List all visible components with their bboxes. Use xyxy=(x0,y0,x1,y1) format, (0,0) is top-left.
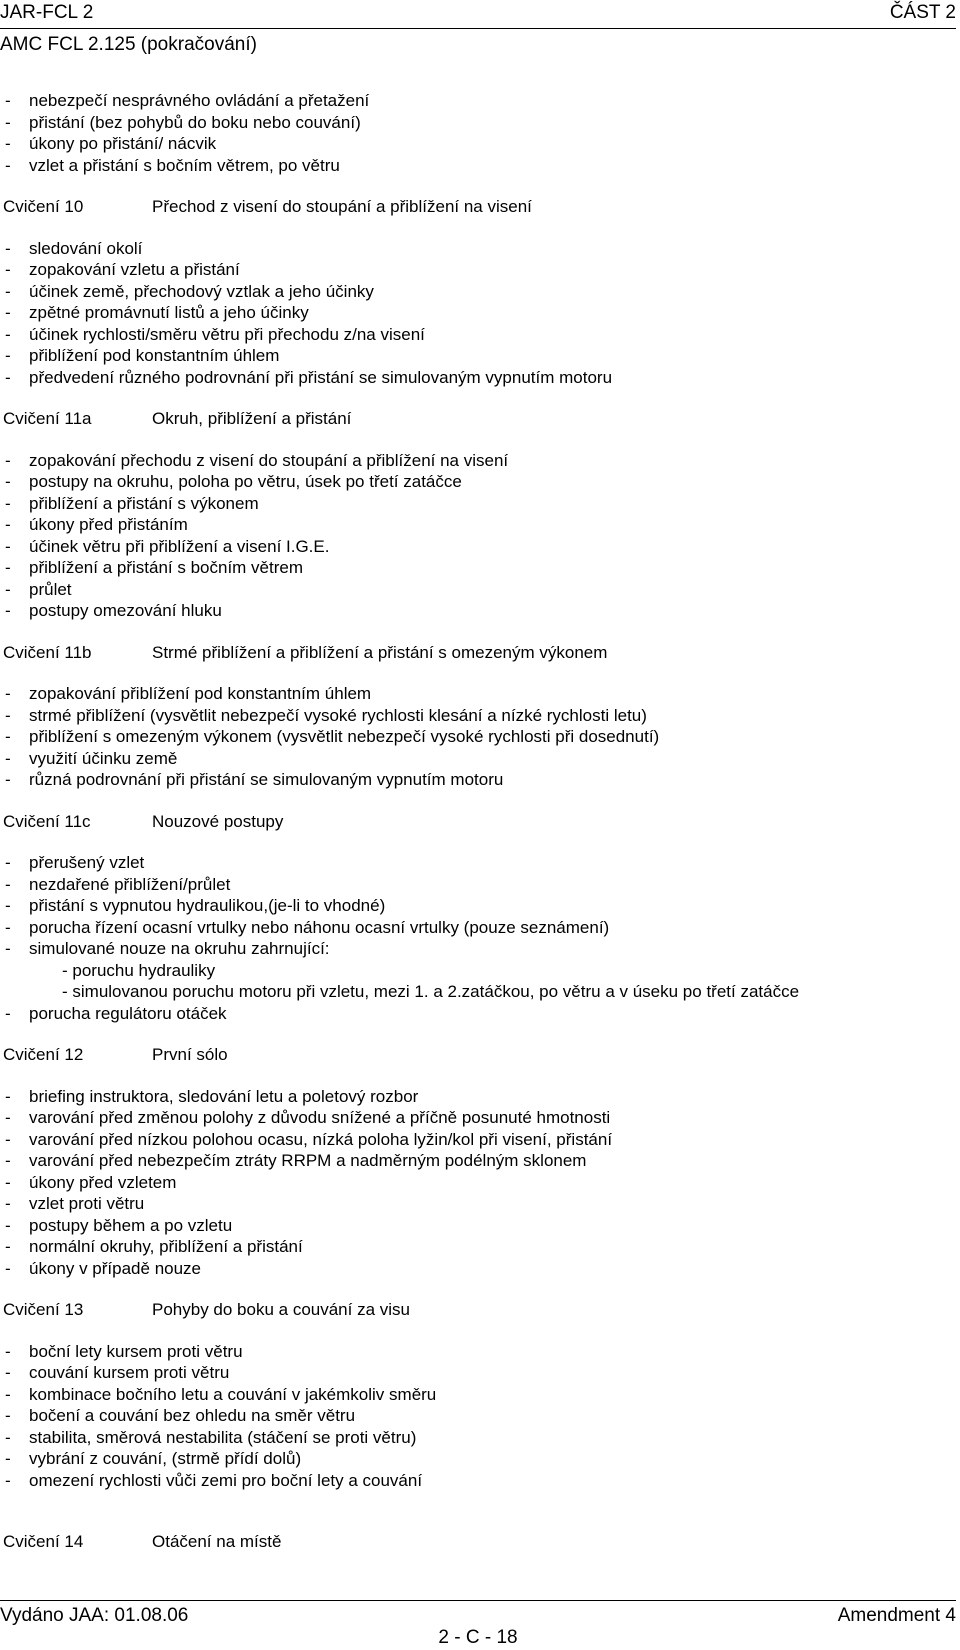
list-item-text: zopakování vzletu a přistání xyxy=(29,260,240,279)
header-part: ČÁST 2 xyxy=(889,2,956,23)
list-item xyxy=(0,1150,956,1172)
list-item-text: nezdařené přiblížení/průlet xyxy=(29,874,231,894)
list-item xyxy=(0,1341,956,1363)
section-spacer xyxy=(0,1491,956,1511)
list-item-text: simulované nouze na okruhu zahrnující: xyxy=(29,939,330,958)
exercise-section xyxy=(0,642,956,791)
list-item-text: přiblížení a přistání s výkonem xyxy=(29,493,259,513)
bullet-dash: - xyxy=(5,536,11,556)
bullet-dash: - xyxy=(5,601,11,620)
bullet-dash: - xyxy=(5,1151,11,1170)
list-item-text: účinek země, přechodový vztlak a jeho účinky xyxy=(29,281,374,301)
bullet-dash: - xyxy=(5,134,11,153)
list-item xyxy=(0,874,956,896)
list-item xyxy=(0,1172,956,1194)
bullet-dash: - xyxy=(5,91,11,110)
list-item-text: vybrání z couvání, (strmě přídí dolů) xyxy=(29,1449,302,1468)
list-item xyxy=(0,579,956,601)
exercise-section xyxy=(0,196,956,388)
list-item xyxy=(0,1193,956,1215)
exercise-title: Přechod z visení do stoupání a přiblížení na visení xyxy=(152,197,532,216)
bullet-dash: - xyxy=(5,684,11,703)
list-item-text: vzlet proti větru xyxy=(29,1194,145,1213)
exercise-section xyxy=(0,408,956,622)
bullet-dash: - xyxy=(5,155,11,175)
bullet-dash: - xyxy=(5,896,11,915)
bullet-dash: - xyxy=(5,281,11,301)
list-item-text: sledování okolí xyxy=(29,238,143,258)
list-item xyxy=(0,1086,956,1108)
exercise-heading xyxy=(0,408,956,430)
list-item xyxy=(0,493,956,515)
list-item xyxy=(0,895,956,917)
bullet-dash: - xyxy=(5,260,11,279)
bullet-dash: - xyxy=(5,1237,11,1256)
list-item-text: couvání kursem proti větru xyxy=(29,1363,230,1382)
list-item xyxy=(0,748,956,770)
exercise-section xyxy=(0,1299,956,1511)
footer-amendment: Amendment 4 xyxy=(837,1605,956,1626)
bullet-dash: - xyxy=(5,1449,11,1468)
page-footer xyxy=(0,1600,956,1625)
list-item-text: boční lety kursem proti větru xyxy=(29,1341,243,1361)
bullet-dash: - xyxy=(5,238,11,258)
list-item xyxy=(0,450,956,472)
list-item xyxy=(0,1236,956,1258)
exercise-section xyxy=(0,1531,956,1553)
bullet-dash: - xyxy=(5,1427,11,1447)
bullet-dash: - xyxy=(5,874,11,894)
list-item xyxy=(0,1258,956,1280)
document-body xyxy=(0,90,956,1573)
bullet-dash: - xyxy=(5,112,11,132)
list-item xyxy=(0,238,956,260)
list-item-text: přiblížení s omezeným výkonem (vysvětlit nebezpečí vysoké rychlosti při dosednutí) xyxy=(29,727,660,746)
footer-issue-date: Vydáno JAA: 01.08.06 xyxy=(0,1605,189,1626)
sub-list-item xyxy=(0,960,956,982)
bullet-dash: - xyxy=(5,1172,11,1192)
list-item-text: postupy omezování hluku xyxy=(29,601,222,620)
list-item xyxy=(0,1405,956,1427)
list-item-text: varování před změnou polohy z důvodu snížené a příčně posunuté hmotnosti xyxy=(29,1108,611,1127)
list-item-text: využití účinku země xyxy=(29,748,178,768)
exercise-heading xyxy=(0,1299,956,1321)
list-item xyxy=(0,367,956,389)
bullet-dash: - xyxy=(5,1194,11,1213)
exercise-number: Cvičení 11c xyxy=(3,811,91,831)
list-item xyxy=(0,1470,956,1492)
list-item xyxy=(0,302,956,324)
list-item xyxy=(0,324,956,346)
list-item xyxy=(0,112,956,134)
bullet-dash: - xyxy=(5,303,11,322)
list-item-text: přistání (bez pohybů do boku nebo couvání) xyxy=(29,112,361,132)
sub-list-item xyxy=(0,981,956,1003)
bullet-dash: - xyxy=(5,748,11,768)
bullet-dash: - xyxy=(5,346,11,365)
exercise-title: Otáčení na místě xyxy=(152,1532,282,1551)
list-item-text: přerušený vzlet xyxy=(29,853,145,872)
list-item-text: úkony po přistání/ nácvik xyxy=(29,134,217,153)
list-item xyxy=(0,1215,956,1237)
list-item-text: přiblížení a přistání s bočním větrem xyxy=(29,558,304,577)
footer-page-number: 2 - C - 18 xyxy=(438,1627,518,1648)
list-item xyxy=(0,1003,956,1025)
list-item-text: vzlet a přistání s bočním větrem, po větru xyxy=(29,155,340,175)
bullet-dash: - xyxy=(5,727,11,746)
exercise-title: Okruh, přiblížení a přistání xyxy=(152,409,352,428)
list-item xyxy=(0,852,956,874)
list-item-text: průlet xyxy=(29,579,72,599)
list-item-text: úkony v případě nouze xyxy=(29,1258,202,1278)
bullet-dash: - xyxy=(5,1470,11,1490)
list-item xyxy=(0,557,956,579)
list-item xyxy=(0,345,956,367)
exercise-heading xyxy=(0,196,956,218)
list-item-text: účinek rychlosti/směru větru při přechodu z/na visení xyxy=(29,324,425,344)
list-item xyxy=(0,133,956,155)
list-item xyxy=(0,917,956,939)
list-item xyxy=(0,90,956,112)
bullet-dash: - xyxy=(5,1108,11,1127)
list-item xyxy=(0,1129,956,1151)
bullet-dash: - xyxy=(5,493,11,513)
list-item xyxy=(0,536,956,558)
bullet-dash: - xyxy=(5,1363,11,1382)
list-item-text: nebezpečí nesprávného ovládání a přetažení xyxy=(29,91,370,110)
bullet-dash: - xyxy=(5,939,11,958)
list-item xyxy=(0,1448,956,1470)
exercise-number: Cvičení 10 xyxy=(3,197,84,216)
exercise-title: Pohyby do boku a couvání za visu xyxy=(152,1300,410,1319)
list-item-text: briefing instruktora, sledování letu a poletový rozbor xyxy=(29,1086,419,1106)
list-item-text: varování před nebezpečím ztráty RRPM a nadměrným podélným sklonem xyxy=(29,1151,587,1170)
list-item xyxy=(0,1384,956,1406)
exercise-heading xyxy=(0,642,956,664)
bullet-dash: - xyxy=(5,579,11,599)
bullet-dash: - xyxy=(5,853,11,872)
list-item-text: - simulovanou poruchu motoru při vzletu, mezi 1. a 2.zatáčkou, po větru a v úseku po třetí zatáčce xyxy=(62,982,800,1001)
list-item-text: přistání s vypnutou hydraulikou,(je-li to vhodné) xyxy=(29,896,386,915)
list-item-text: normální okruhy, přiblížení a přistání xyxy=(29,1237,303,1256)
bullet-dash: - xyxy=(5,1406,11,1425)
page-header xyxy=(0,0,956,29)
list-item-text: stabilita, směrová nestabilita (stáčení se proti větru) xyxy=(29,1427,417,1447)
exercise-title: Strmé přiblížení a přiblížení a přistání s omezeným výkonem xyxy=(152,642,608,662)
list-item xyxy=(0,705,956,727)
list-item-text: porucha řízení ocasní vrtulky nebo náhonu ocasní vrtulky (pouze seznámení) xyxy=(29,917,610,937)
list-item xyxy=(0,155,956,177)
list-item xyxy=(0,1362,956,1384)
list-item-text: předvedení různého podrovnání při přistání se simulovaným vypnutím motoru xyxy=(29,367,613,387)
list-item-text: porucha regulátoru otáček xyxy=(29,1003,227,1023)
bullet-dash: - xyxy=(5,450,11,470)
bullet-dash: - xyxy=(5,1003,11,1023)
list-item xyxy=(0,471,956,493)
header-subtitle: AMC FCL 2.125 (pokračování) xyxy=(0,34,257,55)
exercise-number: Cvičení 12 xyxy=(3,1045,84,1064)
list-item xyxy=(0,600,956,622)
list-item-text: různá podrovnání při přistání se simulovaným vypnutím motoru xyxy=(29,770,504,789)
exercise-number: Cvičení 11a xyxy=(3,409,92,428)
exercise-number: Cvičení 13 xyxy=(3,1300,84,1319)
list-item-text: přiblížení pod konstantním úhlem xyxy=(29,346,280,365)
list-item-text: omezení rychlosti vůči zemi pro boční lety a couvání xyxy=(29,1470,423,1490)
list-item-text: strmé přiblížení (vysvětlit nebezpečí vysoké rychlosti klesání a nízké rychlosti letu) xyxy=(29,705,647,725)
list-item-text: účinek větru při přiblížení a visení I.G.E. xyxy=(29,536,330,556)
exercise-heading xyxy=(0,811,956,833)
header-regulation: JAR-FCL 2 xyxy=(0,2,94,23)
list-item-text: úkony před přistáním xyxy=(29,515,188,534)
list-item-text: úkony před vzletem xyxy=(29,1172,177,1192)
list-item-text: postupy během a po vzletu xyxy=(29,1215,233,1235)
list-item-text: zopakování přiblížení pod konstantním úhlem xyxy=(29,684,372,703)
list-item xyxy=(0,281,956,303)
bullet-dash: - xyxy=(5,558,11,577)
list-item xyxy=(0,1427,956,1449)
bullet-dash: - xyxy=(5,705,11,725)
exercise-number: Cvičení 14 xyxy=(3,1532,84,1551)
list-item xyxy=(0,726,956,748)
list-item xyxy=(0,1107,956,1129)
list-item-text: - poruchu hydrauliky xyxy=(62,960,216,980)
bullet-dash: - xyxy=(5,1215,11,1235)
exercise-section xyxy=(0,1044,956,1279)
exercise-heading xyxy=(0,1531,956,1553)
intro-list xyxy=(0,90,956,176)
bullet-dash: - xyxy=(5,515,11,534)
bullet-dash: - xyxy=(5,472,11,491)
list-item-text: varování před nízkou polohou ocasu, nízká poloha lyžin/kol při visení, přistání xyxy=(29,1129,613,1149)
list-item xyxy=(0,938,956,960)
list-item-text: bočení a couvání bez ohledu na směr větru xyxy=(29,1406,356,1425)
list-item-text: zpětné promávnutí listů a jeho účinky xyxy=(29,303,309,322)
exercise-heading xyxy=(0,1044,956,1066)
list-item xyxy=(0,769,956,791)
list-item xyxy=(0,259,956,281)
exercise-title: Nouzové postupy xyxy=(152,811,284,831)
list-item xyxy=(0,683,956,705)
list-item-text: postupy na okruhu, poloha po větru, úsek po třetí zatáčce xyxy=(29,472,462,491)
bullet-dash: - xyxy=(5,1258,11,1278)
bullet-dash: - xyxy=(5,1384,11,1404)
exercise-sections xyxy=(0,196,956,1553)
exercise-number: Cvičení 11b xyxy=(3,642,92,662)
bullet-dash: - xyxy=(5,917,11,937)
bullet-dash: - xyxy=(5,367,11,387)
list-item-text: zopakování přechodu z visení do stoupání a přiblížení na visení xyxy=(29,450,509,470)
bullet-dash: - xyxy=(5,1341,11,1361)
list-item-text: kombinace bočního letu a couvání v jakémkoliv směru xyxy=(29,1384,437,1404)
bullet-dash: - xyxy=(5,1086,11,1106)
exercise-title: První sólo xyxy=(152,1045,228,1064)
exercise-section xyxy=(0,811,956,1025)
list-item xyxy=(0,514,956,536)
bullet-dash: - xyxy=(5,1129,11,1149)
bullet-dash: - xyxy=(5,770,11,789)
bullet-dash: - xyxy=(5,324,11,344)
